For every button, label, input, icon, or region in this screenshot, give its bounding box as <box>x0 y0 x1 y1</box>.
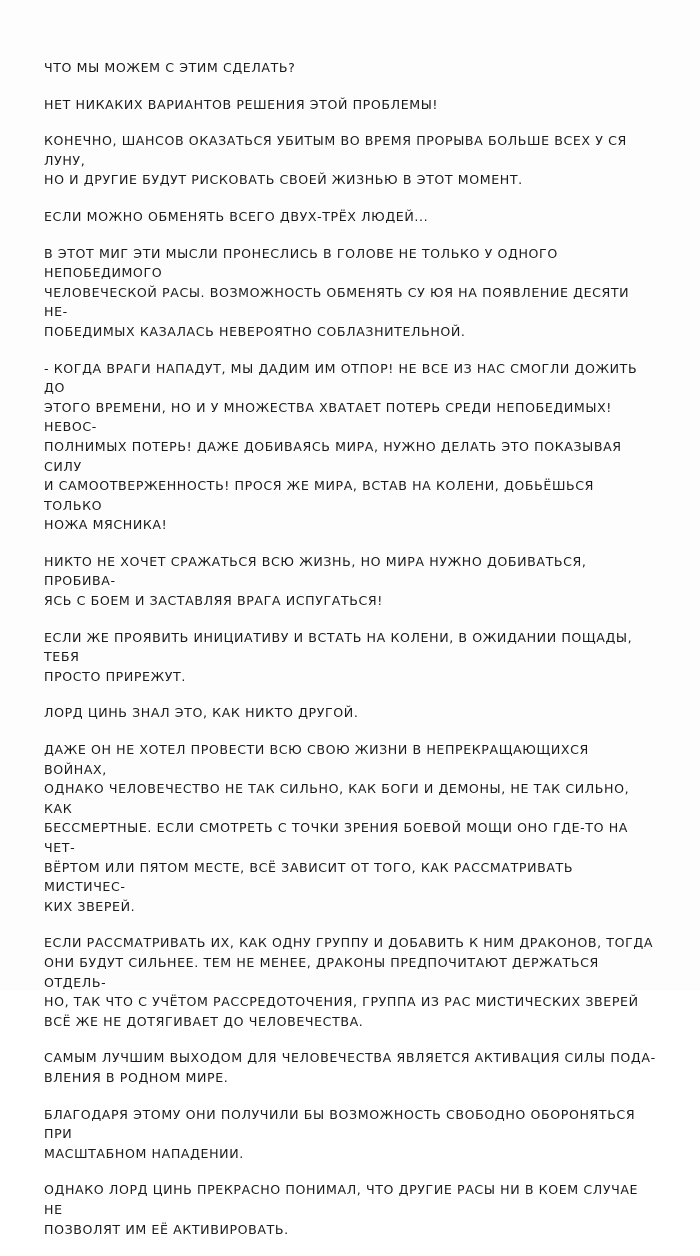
document-body <box>44 58 656 1256</box>
paragraph-10: ДАЖЕ ОН НЕ ХОТЕЛ ПРОВЕСТИ ВСЮ СВОЮ ЖИЗНИ В НЕПРЕКРАЩАЮЩИХСЯ ВОЙНАХ, ОДНАКО ЧЕЛОВЕЧЕСТВО НЕ ТАК СИЛЬНО, КАК БОГИ И ДЕМОНЫ, НЕ ТАК СИЛЬНО, КАК БЕССМЕРТНЫЕ. ЕСЛИ СМОТРЕТЬ С ТОЧКИ ЗРЕНИЯ БОЕВОЙ МОЩИ ОНО ГДЕ-ТО НА ЧЕТ- ВЁРТОМ ИЛИ ПЯТОМ МЕСТЕ, ВСЁ ЗАВИСИТ ОТ ТОГО, КАК РАССМАТРИВАТЬ МИСТИЧЕС- КИХ ЗВЕРЕЙ. <box>44 742 630 914</box>
paragraph-8: ЕСЛИ ЖЕ ПРОЯВИТЬ ИНИЦИАТИВУ И ВСТАТЬ НА КОЛЕНИ, В ОЖИДАНИИ ПОЩАДЫ, ТЕБЯ ПРОСТО ПРИРЕЖУТ. <box>44 629 633 684</box>
paragraph-12: САМЫМ ЛУЧШИМ ВЫХОДОМ ДЛЯ ЧЕЛОВЕЧЕСТВА ЯВЛЯЕТСЯ АКТИВАЦИЯ СИЛЫ ПОДА- ВЛЕНИЯ В РОДНОМ МИРЕ. <box>44 1050 656 1085</box>
paragraph-5: В ЭТОТ МИГ ЭТИ МЫСЛИ ПРОНЕСЛИСЬ В ГОЛОВЕ НЕ ТОЛЬКО У ОДНОГО НЕПОБЕДИМОГО ЧЕЛОВЕЧЕСКОЙ РАСЫ. ВОЗМОЖНОСТЬ ОБМЕНЯТЬ СУ ЮЯ НА ПОЯВЛЕНИЕ ДЕСЯТИ НЕ- ПОБЕДИМЫХ КАЗАЛАСЬ НЕВЕРОЯТНО СОБЛАЗНИТЕЛЬНОЙ. <box>44 245 630 339</box>
paragraph-2: НЕТ НИКАКИХ ВАРИАНТОВ РЕШЕНИЯ ЭТОЙ ПРОБЛЕМЫ! <box>44 96 439 112</box>
paragraph-4: ЕСЛИ МОЖНО ОБМЕНЯТЬ ВСЕГО ДВУХ-ТРЁХ ЛЮДЕЙ... <box>44 208 429 224</box>
paragraph-11: ЕСЛИ РАССМАТРИВАТЬ ИХ, КАК ОДНУ ГРУППУ И ДОБАВИТЬ К НИМ ДРАКОНОВ, ТОГДА ОНИ БУДУТ СИЛЬНЕЕ. ТЕМ НЕ МЕНЕЕ, ДРАКОНЫ ПРЕДПОЧИТАЮТ ДЕРЖАТЬСЯ ОТДЕЛЬ- НО, ТАК ЧТО С УЧЁТОМ РАССРЕДОТОЧЕНИЯ, ГРУППА ИЗ РАС МИСТИЧЕСКИХ ЗВЕРЕЙ ВСЁ ЖЕ НЕ ДОТЯГИВАЕТ ДО ЧЕЛОВЕЧЕСТВА. <box>44 935 654 1029</box>
paragraph-14: ОДНАКО ЛОРД ЦИНЬ ПРЕКРАСНО ПОНИМАЛ, ЧТО ДРУГИЕ РАСЫ НИ В КОЕМ СЛУЧАЕ НЕ ПОЗВОЛЯТ ИМ ЕЁ АКТИВИРОВАТЬ. <box>44 1182 639 1237</box>
paragraph-7: НИКТО НЕ ХОЧЕТ СРАЖАТЬСЯ ВСЮ ЖИЗНЬ, НО МИРА НУЖНО ДОБИВАТЬСЯ, ПРОБИВА- ЯСЬ С БОЕМ И ЗАСТАВЛЯЯ ВРАГА ИСПУГАТЬСЯ! <box>44 553 587 609</box>
paragraph-9: ЛОРД ЦИНЬ ЗНАЛ ЭТО, КАК НИКТО ДРУГОЙ. <box>44 705 359 721</box>
paragraph-13: БЛАГОДАРЯ ЭТОМУ ОНИ ПОЛУЧИЛИ БЫ ВОЗМОЖНОСТЬ СВОБОДНО ОБОРОНЯТЬСЯ ПРИ МАСШТАБНОМ НАПАДЕНИИ. <box>44 1106 636 1161</box>
paragraph-1: ЧТО МЫ МОЖЕМ С ЭТИМ СДЕЛАТЬ? <box>44 60 296 75</box>
paragraph-6: - КОГДА ВРАГИ НАПАДУТ, МЫ ДАДИМ ИМ ОТПОР! НЕ ВСЕ ИЗ НАС СМОГЛИ ДОЖИТЬ ДО ЭТОГО ВРЕМЕНИ, НО И У МНОЖЕСТВА ХВАТАЕТ ПОТЕРЬ СРЕДИ НЕПОБЕДИМЫХ! НЕВОС- ПОЛНИМЫХ ПОТЕРЬ! ДАЖЕ ДОБИВАЯСЬ МИРА, НУЖНО ДЕЛАТЬ ЭТО ПОКАЗЫВАЯ СИЛУ И САМООТВЕРЖЕННОСТЬ! ПРОСЯ ЖЕ МИРА, ВСТАВ НА КОЛЕНИ, ДОБЬЁШЬСЯ ТОЛЬКО НОЖА МЯСНИКА! <box>44 360 638 533</box>
paragraph-3: КОНЕЧНО, ШАНСОВ ОКАЗАТЬСЯ УБИТЫМ ВО ВРЕМЯ ПРОРЫВА БОЛЬШЕ ВСЕХ У СЯ ЛУНУ, НО И ДРУГИЕ БУДУТ РИСКОВАТЬ СВОЕЙ ЖИЗНЬЮ В ЭТОТ МОМЕНТ. <box>44 133 627 188</box>
